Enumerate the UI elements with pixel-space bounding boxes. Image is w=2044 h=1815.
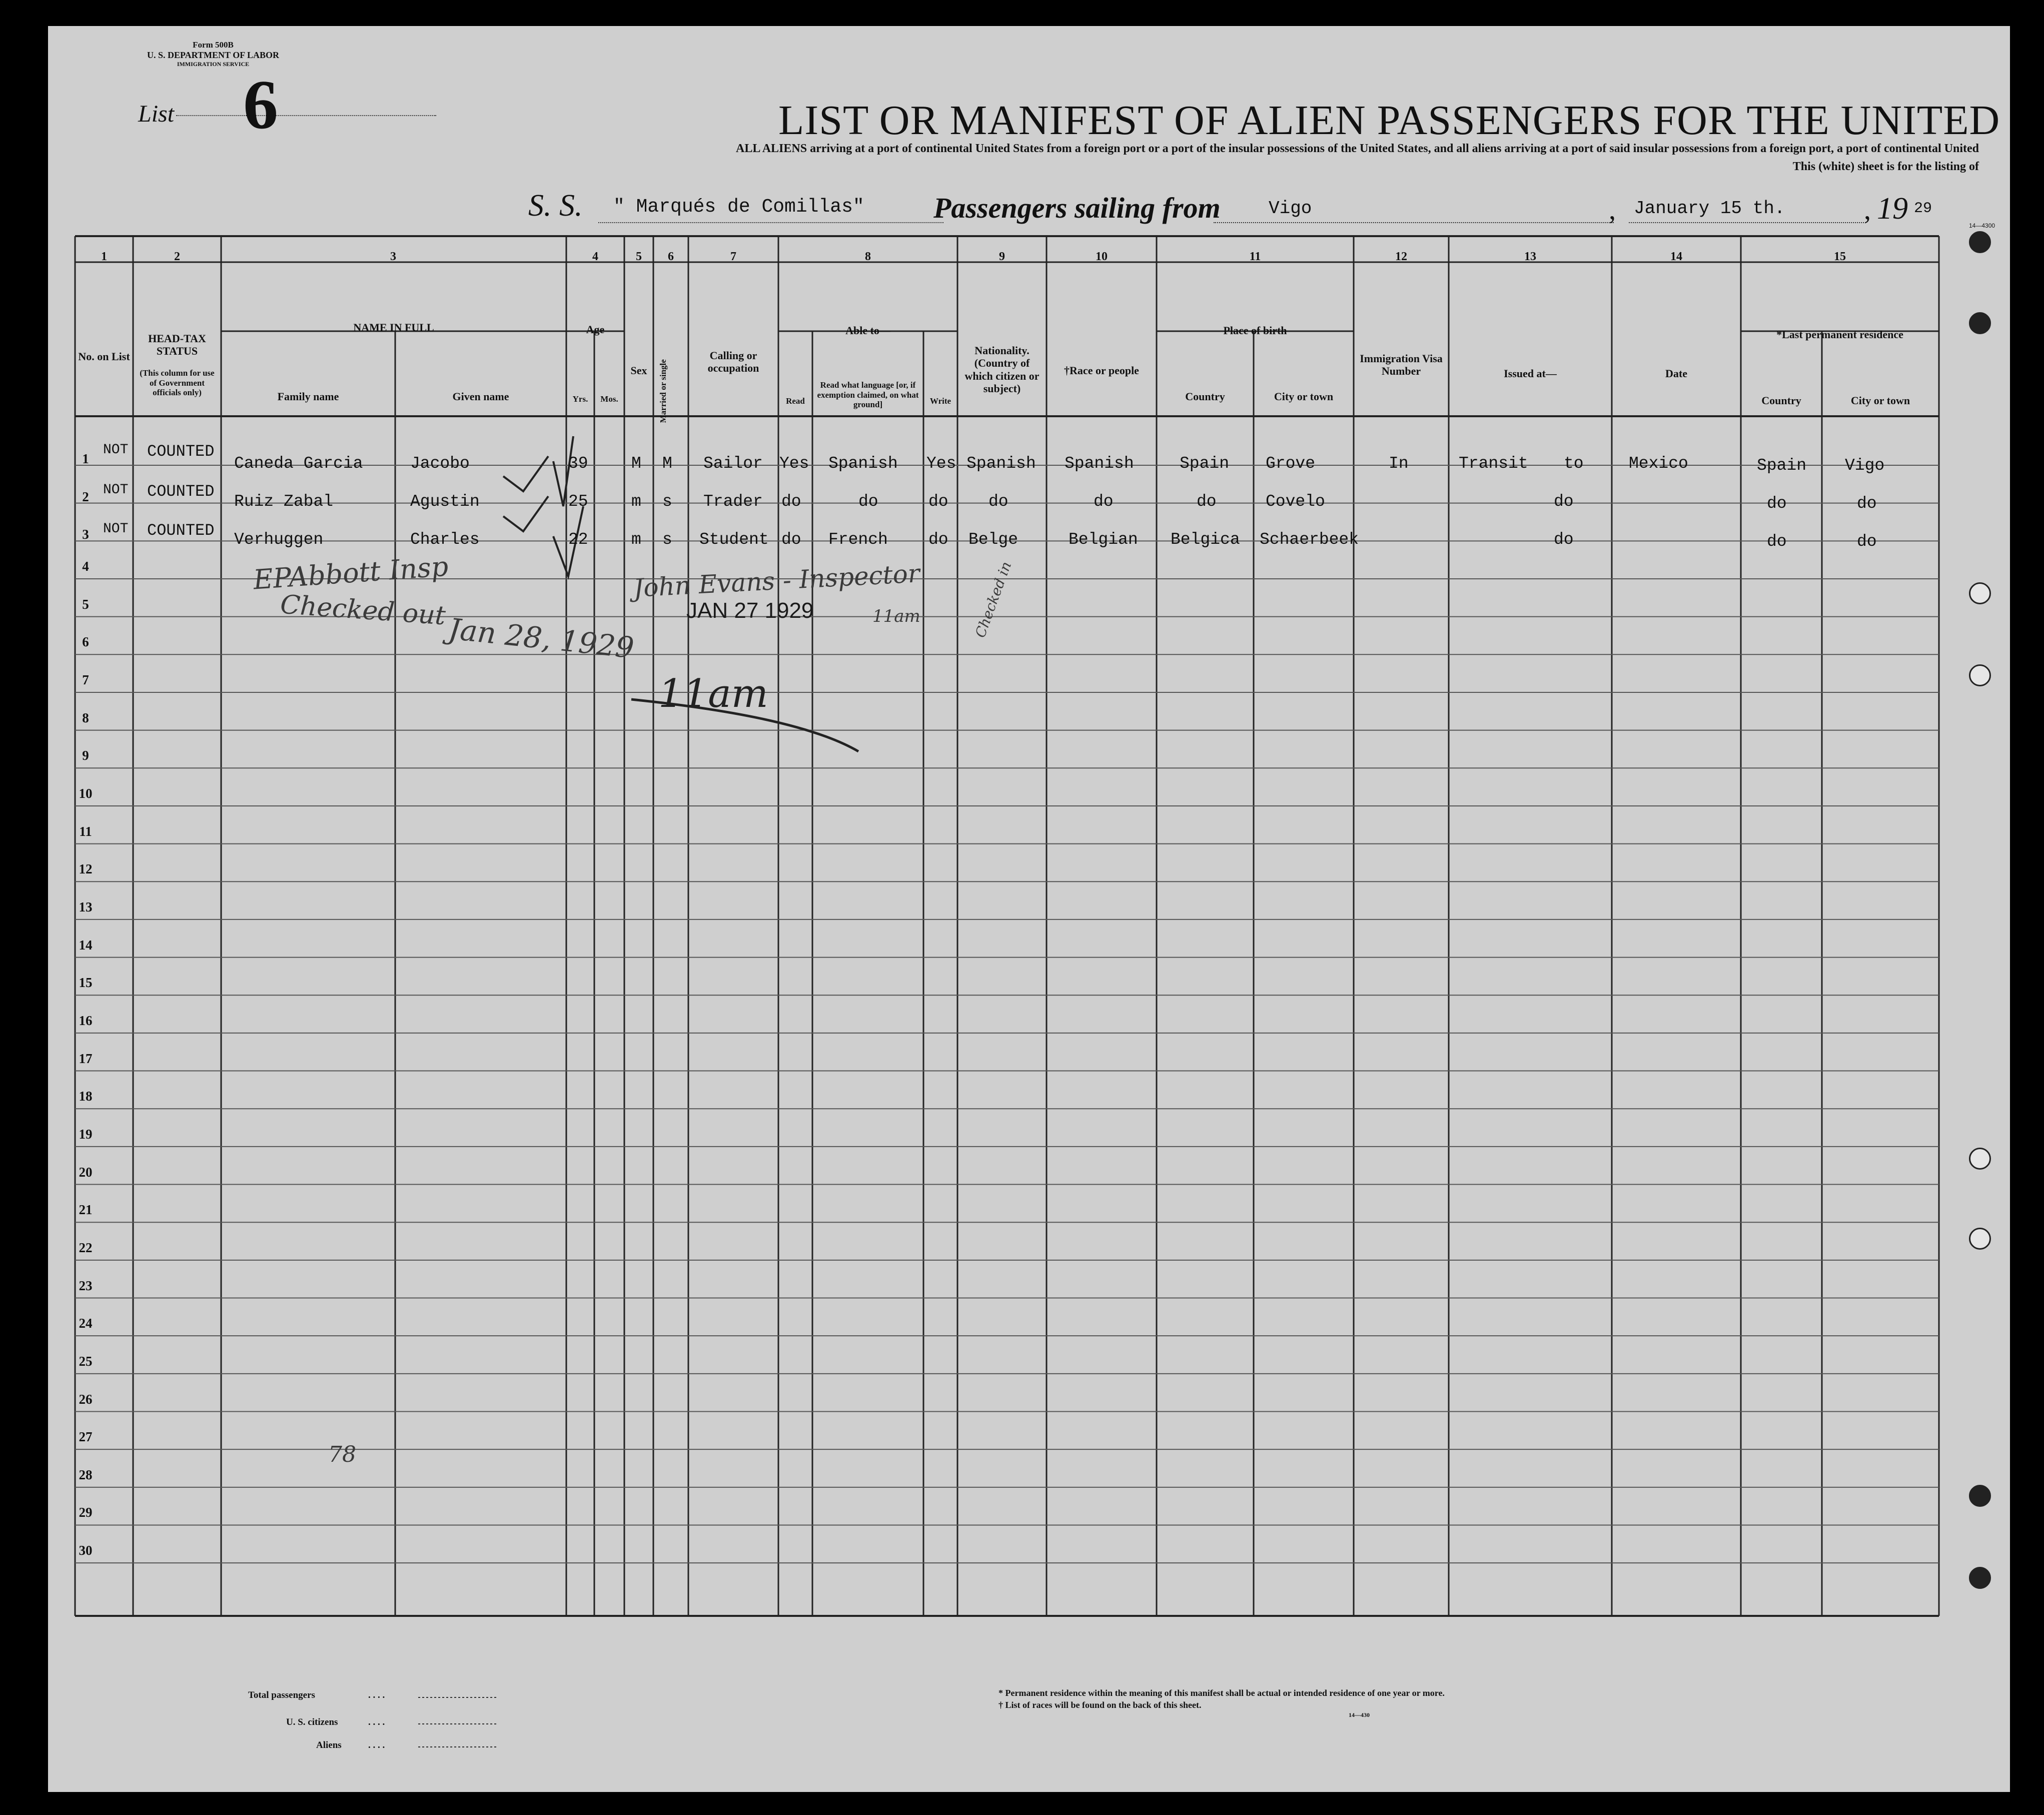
head-tax-status: COUNTED bbox=[147, 521, 215, 540]
footnote-races: † List of races will be found on the back of this sheet. bbox=[998, 1700, 1202, 1710]
hdr-nationality: Nationality. (Country of which citizen or subject) bbox=[964, 344, 1040, 395]
binder-hole bbox=[1969, 312, 1991, 334]
row-number: 11 bbox=[79, 823, 92, 839]
subtitle-2: This (white) sheet is for the listing of bbox=[1792, 160, 1979, 173]
hdr-married: Married or single bbox=[658, 359, 668, 423]
row-number: 7 bbox=[82, 672, 89, 687]
dots-1: . . . . bbox=[368, 1690, 385, 1700]
ship-name: " Marqués de Comillas" bbox=[613, 196, 864, 218]
hdr-age: Age bbox=[586, 323, 605, 336]
given-name: Agustin bbox=[410, 492, 480, 511]
comma-2: , bbox=[1864, 195, 1871, 226]
col-num-4: 4 bbox=[592, 250, 598, 263]
footnote-residence: * Permanent residence within the meaning of this manifest shall be actual or intended residence of one year or more. bbox=[998, 1688, 1445, 1698]
hdr-no-on-list: No. on List bbox=[78, 350, 130, 363]
can-read: do bbox=[781, 492, 801, 511]
issued-at: do bbox=[1554, 530, 1574, 549]
age-years: 22 bbox=[568, 530, 588, 549]
row-number: 5 bbox=[82, 596, 89, 612]
res-city: do bbox=[1857, 532, 1877, 551]
given-name: Charles bbox=[410, 530, 480, 549]
year-prefix: 19 bbox=[1877, 192, 1908, 226]
hdr-birth-city: City or town bbox=[1274, 390, 1334, 403]
sailing-date: January 15 th. bbox=[1634, 198, 1785, 219]
res-country: do bbox=[1767, 494, 1787, 513]
given-name: Jacobo bbox=[410, 454, 470, 473]
row-number: 19 bbox=[79, 1126, 93, 1142]
hdr-visa: Immigration Visa Number bbox=[1360, 352, 1443, 378]
head-tax-status: COUNTED bbox=[147, 482, 215, 501]
binder-hole bbox=[1969, 1485, 1991, 1507]
row-number: 21 bbox=[79, 1202, 93, 1218]
col-num-9: 9 bbox=[999, 250, 1005, 263]
birth-city: Grove bbox=[1266, 454, 1316, 473]
checked-out-date: Jan 28, 1929 bbox=[447, 611, 636, 665]
read-language: French bbox=[828, 530, 888, 549]
hdr-write: Write bbox=[929, 396, 951, 406]
issued-at: do bbox=[1554, 492, 1574, 511]
footer-code: 14—430 bbox=[1349, 1711, 1370, 1718]
race: do bbox=[1094, 492, 1114, 511]
stamp-time: 11am bbox=[872, 606, 920, 626]
hdr-issued-at: Issued at— bbox=[1504, 367, 1557, 380]
date-stamp: JAN 27 1929 bbox=[686, 598, 814, 623]
birth-country: Spain bbox=[1180, 454, 1230, 473]
race: Spanish bbox=[1065, 454, 1134, 473]
col-num-15: 15 bbox=[1834, 250, 1846, 263]
family-name: Caneda Garcia bbox=[234, 454, 363, 473]
res-country: do bbox=[1767, 532, 1787, 551]
sex: m bbox=[631, 530, 641, 549]
occupation: Trader bbox=[703, 492, 763, 511]
dots-2: . . . . bbox=[368, 1717, 385, 1727]
issued-at-2: to bbox=[1564, 454, 1584, 473]
row-number: 12 bbox=[79, 861, 93, 877]
hdr-res-country: Country bbox=[1761, 394, 1801, 407]
row-number: 6 bbox=[82, 634, 89, 650]
hdr-name-in-full: NAME IN FULL bbox=[353, 321, 434, 334]
birth-city: Schaerbeek bbox=[1260, 530, 1359, 549]
row-number: 29 bbox=[79, 1505, 93, 1520]
hdr-family-name: Family name bbox=[277, 390, 339, 403]
col-num-11: 11 bbox=[1249, 250, 1261, 263]
birth-country: Belgica bbox=[1171, 530, 1240, 549]
sex: M bbox=[631, 454, 641, 473]
checked-out-note: Checked out bbox=[279, 589, 447, 631]
col-num-1: 1 bbox=[101, 250, 107, 263]
res-city: Vigo bbox=[1845, 456, 1885, 475]
res-country: Spain bbox=[1757, 456, 1807, 475]
can-write: do bbox=[928, 492, 948, 511]
row-number: 1 bbox=[82, 451, 89, 466]
col-num-2: 2 bbox=[174, 250, 180, 263]
not-mark: NOT bbox=[103, 482, 129, 498]
manifest-grid bbox=[48, 26, 2010, 1792]
sailing-label: Passengers sailing from bbox=[933, 192, 1221, 224]
hdr-given-name: Given name bbox=[452, 390, 509, 403]
read-language: do bbox=[858, 492, 878, 511]
nationality: do bbox=[988, 492, 1008, 511]
row-number: 14 bbox=[79, 937, 93, 953]
not-mark: NOT bbox=[103, 521, 129, 537]
row-number: 20 bbox=[79, 1164, 93, 1180]
visa-number: In bbox=[1389, 454, 1409, 473]
row-number: 26 bbox=[79, 1391, 93, 1407]
big-time-note: 11am bbox=[658, 671, 768, 716]
nationality: Belge bbox=[968, 530, 1018, 549]
col-num-6: 6 bbox=[668, 250, 674, 263]
birth-city: Covelo bbox=[1266, 492, 1325, 511]
inspector-signature: EPAbbott Insp bbox=[252, 550, 450, 596]
us-citizens-label: U. S. citizens bbox=[286, 1717, 338, 1727]
page-mark: 78 bbox=[328, 1442, 356, 1467]
binder-hole bbox=[1969, 664, 1991, 686]
ss-label: S. S. bbox=[528, 189, 583, 223]
row-number: 4 bbox=[82, 558, 89, 574]
row-number: 16 bbox=[79, 1013, 93, 1028]
married: s bbox=[662, 530, 672, 549]
row-number: 9 bbox=[82, 748, 89, 763]
subtitle: ALL ALIENS arriving at a port of continental United States from a foreign port or a port of the insular possessions of the United States, and all aliens arriving at a port of said insular possessions from a foreign port, a port of continental United bbox=[736, 142, 1979, 155]
port-of-departure: Vigo bbox=[1269, 198, 1312, 219]
row-number: 2 bbox=[82, 489, 89, 504]
family-name: Ruiz Zabal bbox=[234, 492, 334, 511]
can-write: do bbox=[928, 530, 948, 549]
hdr-date: Date bbox=[1665, 367, 1687, 380]
list-number: 6 bbox=[243, 66, 278, 144]
row-number: 22 bbox=[79, 1240, 93, 1255]
service: IMMIGRATION SERVICE bbox=[177, 61, 250, 68]
hdr-place-of-birth: Place of birth bbox=[1223, 324, 1287, 337]
corner-code: 14—4300 bbox=[1969, 222, 1995, 229]
occupation: Student bbox=[699, 530, 769, 549]
aliens-label: Aliens bbox=[316, 1740, 342, 1750]
row-number: 27 bbox=[79, 1429, 93, 1445]
hdr-res-city: City or town bbox=[1850, 394, 1910, 407]
hdr-read: Read bbox=[786, 396, 805, 406]
row-number: 18 bbox=[79, 1089, 93, 1104]
birth-country: do bbox=[1197, 492, 1217, 511]
row-number: 15 bbox=[79, 975, 93, 991]
hdr-yrs: Yrs. bbox=[572, 394, 588, 404]
hdr-head-tax-note: (This column for use of Government officials only) bbox=[140, 368, 215, 398]
issue-date: Mexico bbox=[1629, 454, 1688, 473]
col-num-13: 13 bbox=[1524, 250, 1536, 263]
side-note: Checked in bbox=[971, 559, 1015, 640]
list-label: List bbox=[138, 101, 175, 127]
can-read: do bbox=[781, 530, 801, 549]
row-number: 23 bbox=[79, 1278, 93, 1293]
hdr-birth-country: Country bbox=[1185, 390, 1225, 403]
hdr-mos: Mos. bbox=[600, 394, 618, 404]
col-num-10: 10 bbox=[1096, 250, 1108, 263]
manifest-sheet bbox=[48, 26, 2010, 1792]
col-num-7: 7 bbox=[730, 250, 736, 263]
form-number: Form 500B bbox=[193, 40, 234, 50]
department: U. S. DEPARTMENT OF LABOR bbox=[147, 50, 280, 60]
binder-hole bbox=[1969, 582, 1991, 604]
race: Belgian bbox=[1069, 530, 1138, 549]
comma-1: , bbox=[1609, 195, 1616, 226]
hdr-race: †Race or people bbox=[1064, 364, 1139, 377]
row-number: 30 bbox=[79, 1543, 93, 1558]
res-city: do bbox=[1857, 494, 1877, 513]
page-title: LIST OR MANIFEST OF ALIEN PASSENGERS FOR THE UNITED bbox=[778, 97, 2000, 144]
hdr-head-tax: HEAD-TAX STATUS bbox=[148, 332, 206, 358]
married: M bbox=[662, 454, 672, 473]
family-name: Verhuggen bbox=[234, 530, 324, 549]
nationality: Spanish bbox=[966, 454, 1036, 473]
row-number: 25 bbox=[79, 1353, 93, 1369]
row-number: 17 bbox=[79, 1051, 93, 1066]
col-num-8: 8 bbox=[865, 250, 871, 263]
age-years: 25 bbox=[568, 492, 588, 511]
total-passengers-label: Total passengers bbox=[248, 1690, 315, 1700]
age-years: 39 bbox=[568, 454, 588, 473]
married: s bbox=[662, 492, 672, 511]
can-write: Yes bbox=[926, 454, 956, 473]
row-number: 3 bbox=[82, 527, 89, 542]
col-num-3: 3 bbox=[390, 250, 396, 263]
can-read: Yes bbox=[779, 454, 809, 473]
sex: m bbox=[631, 492, 641, 511]
hdr-calling: Calling or occupation bbox=[707, 349, 759, 375]
binder-hole bbox=[1969, 1228, 1991, 1250]
hdr-able-to: Able to— bbox=[845, 324, 890, 337]
row-number: 13 bbox=[79, 899, 93, 915]
col-num-14: 14 bbox=[1670, 250, 1682, 263]
second-inspector-signature: John Evans - Inspector bbox=[632, 559, 920, 603]
binder-hole bbox=[1969, 1148, 1991, 1170]
hdr-read-language: Read what language [or, if exemption claimed, on what ground] bbox=[817, 380, 919, 410]
col-num-5: 5 bbox=[636, 250, 642, 263]
occupation: Sailor bbox=[703, 454, 763, 473]
col-num-12: 12 bbox=[1395, 250, 1407, 263]
head-tax-status: COUNTED bbox=[147, 442, 215, 461]
hdr-sex: Sex bbox=[630, 364, 647, 377]
not-mark: NOT bbox=[103, 442, 129, 458]
hdr-last-residence: *Last permanent residence bbox=[1776, 328, 1903, 341]
binder-hole bbox=[1969, 1567, 1991, 1589]
row-number: 24 bbox=[79, 1316, 93, 1331]
year-suffix: 29 bbox=[1914, 200, 1932, 217]
row-number: 28 bbox=[79, 1467, 93, 1482]
issued-at: Transit bbox=[1459, 454, 1528, 473]
row-number: 10 bbox=[79, 785, 93, 801]
row-number: 8 bbox=[82, 710, 89, 725]
dots-3: . . . . bbox=[368, 1740, 385, 1750]
binder-hole bbox=[1969, 231, 1991, 253]
read-language: Spanish bbox=[828, 454, 898, 473]
